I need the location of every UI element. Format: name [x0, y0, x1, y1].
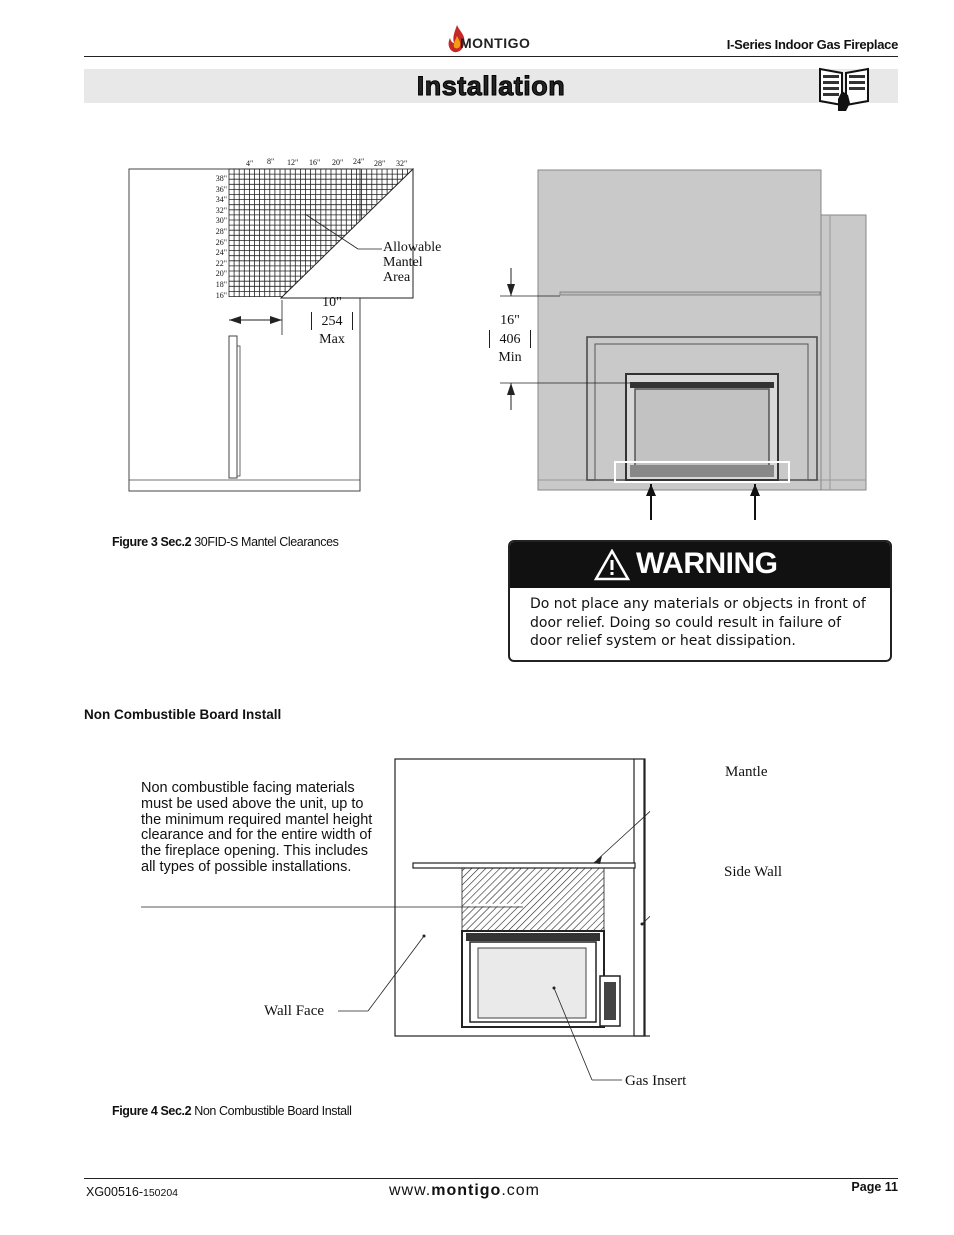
label-side-wall: Side Wall: [724, 864, 783, 880]
document-title: I-Series Indoor Gas Fireplace: [726, 37, 898, 52]
grid-side-tick: 36": [215, 184, 227, 194]
figure4-caption-text: Non Combustible Board Install: [194, 1104, 352, 1118]
grid-side-ticks: [205, 174, 227, 304]
grid-tick: 12": [287, 158, 299, 167]
doc-code: [86, 1185, 178, 1199]
min-dimension-label: [486, 311, 534, 367]
footer-rule: [84, 1178, 898, 1179]
grid-side-tick: 16": [215, 290, 227, 300]
grid-side-tick: 26": [215, 237, 227, 247]
grid-tick: 4": [246, 159, 254, 168]
grid-tick: 20": [332, 158, 344, 167]
grid-side-tick: 38": [215, 174, 227, 183]
grid-side-tick: 18": [215, 279, 227, 289]
figure3-caption-text: 30FID-S Mantel Clearances: [194, 535, 339, 549]
page-title: Installation: [416, 71, 566, 101]
allowable-line: Mantel: [383, 255, 423, 270]
grid-tick: 16": [309, 158, 321, 167]
allowable-area-label: [383, 240, 441, 285]
header-rule: [84, 56, 898, 57]
website-brand: montigo: [431, 1182, 502, 1199]
manual-book-icon: [818, 65, 870, 111]
label-mantle: Mantle: [725, 764, 768, 780]
brand-logo: [446, 24, 546, 54]
min-imperial: 16": [500, 313, 520, 328]
figure3-caption: [112, 535, 338, 549]
grid-side-tick: 32": [215, 205, 227, 215]
min-word: Min: [498, 350, 522, 365]
grid-side-tick: 34": [215, 195, 227, 205]
board-install-diagram: [130, 750, 650, 1110]
allowable-line: Allowable: [383, 240, 442, 255]
section-heading: Non Combustible Board Install: [84, 707, 282, 722]
website-link[interactable]: www.montigo.com: [389, 1182, 540, 1199]
grid-tick: 8": [267, 157, 275, 166]
mantel-clearance-diagram: [110, 150, 470, 510]
warning-title: WARNING: [636, 547, 778, 580]
grid-side-tick: 30": [215, 216, 227, 226]
warning-triangle-icon: [594, 549, 630, 581]
label-wall-face: Wall Face: [264, 1003, 325, 1019]
max-imperial: 10": [322, 295, 342, 310]
grid-tick: 32": [396, 159, 408, 168]
grid-side-tick: 24": [215, 248, 227, 258]
figure4-caption: [112, 1104, 352, 1118]
brand-name: MONTIGO: [460, 35, 531, 51]
max-dimension-label: [308, 293, 356, 349]
figure4-note: Non combustible facing materials must be used above the unit, up to the minimum required mantel height clearance and for the entire width of the fireplace opening. This includes all types of possible installations.: [141, 780, 373, 875]
title-bar: [84, 69, 898, 103]
grid-top-ticks: [240, 157, 420, 169]
grid-side-tick: 20": [215, 269, 227, 279]
doc-code-number: XG00516-: [86, 1185, 143, 1199]
max-word: Max: [319, 332, 345, 347]
page-number: Page 11: [851, 1180, 898, 1194]
label-gas-insert: Gas Insert: [625, 1073, 687, 1089]
doc-code-date: 150204: [142, 1187, 179, 1199]
grid-side-tick: 28": [215, 226, 227, 236]
allowable-line: Area: [383, 270, 411, 285]
min-metric: 406: [489, 330, 531, 348]
figure3-caption-label: Figure 3 Sec.2: [112, 535, 192, 549]
warning-box: [508, 540, 892, 662]
warning-header: [510, 542, 890, 588]
max-metric: 254: [311, 312, 353, 330]
grid-tick: 24": [353, 157, 365, 166]
grid-side-tick: 22": [215, 258, 227, 268]
grid-tick: 28": [374, 159, 386, 168]
figure4-caption-label: Figure 4 Sec.2: [112, 1104, 192, 1118]
warning-text: Do not place any materials or objects in front of door relief. Doing so could result in failure of door relief system or heat dissipation.: [530, 596, 866, 649]
